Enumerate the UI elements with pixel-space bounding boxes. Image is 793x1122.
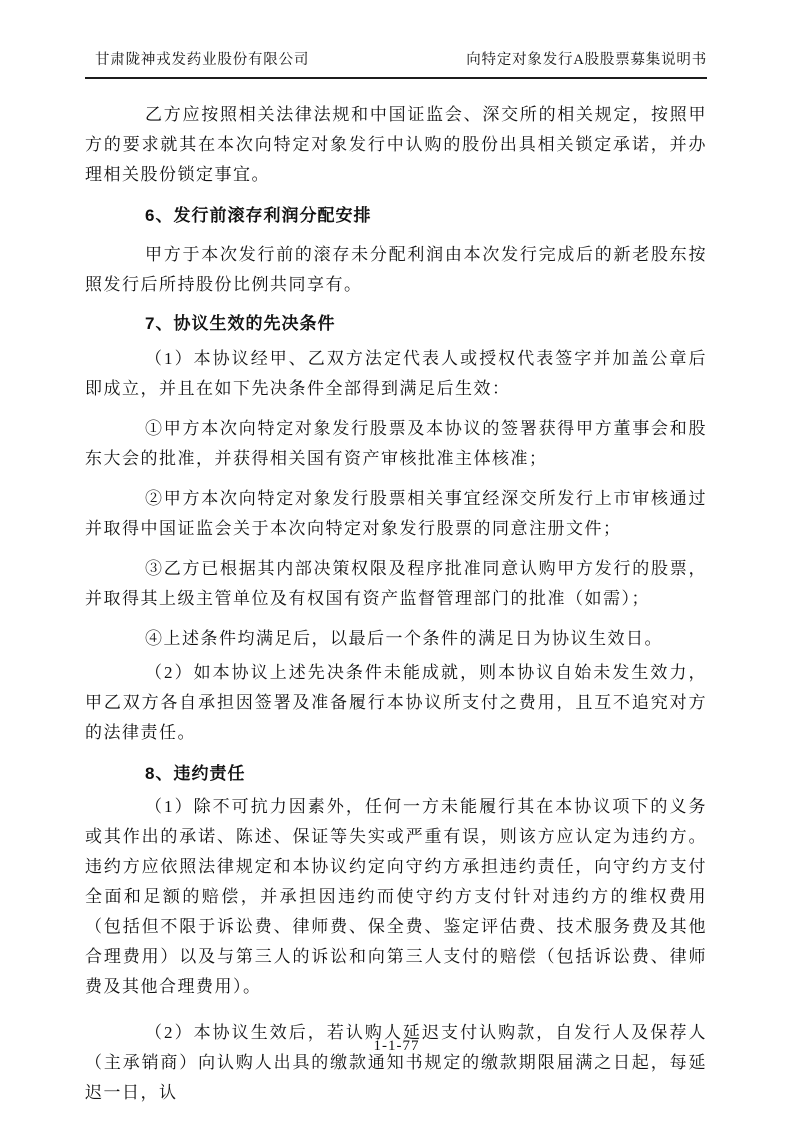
page-footer bbox=[0, 1038, 793, 1055]
document-body bbox=[85, 96, 707, 1108]
header-rule bbox=[85, 77, 707, 79]
paragraph-7-1-item-4: ④上述条件均满足后，以最后一个条件的满足日为协议生效日。 bbox=[145, 629, 663, 648]
paragraph-lockup-commitment: 乙方应按照相关法律法规和中国证监会、深交所的相关规定，按照甲方的要求就其在本次向特定对象发行中认购的股份出具相关锁定承诺，并办理相关股份锁定事宜。 bbox=[85, 105, 707, 184]
paragraph-7-1-item-1: ①甲方本次向特定对象发行股票及本协议的签署获得甲方董事会和股东大会的批准，并获得相关国有资产审核批准主体核准； bbox=[85, 419, 707, 468]
paragraph-7-1: （1）本协议经甲、乙双方法定代表人或授权代表签字并加盖公章后即成立，并且在如下先决条件全部得到满足后生效： bbox=[85, 349, 707, 398]
paragraph-7-1-item-2: ②甲方本次向特定对象发行股票相关事宜经深交所发行上市审核通过并取得中国证监会关于本次向特定对象发行股票的同意注册文件； bbox=[85, 489, 707, 538]
page-header bbox=[85, 48, 707, 69]
header-doc-title: 向特定对象发行A股股票募集说明书 bbox=[466, 52, 707, 68]
section-heading-8: 8、违约责任 bbox=[145, 764, 246, 783]
header-company-name: 甘肃陇神戎发药业股份有限公司 bbox=[95, 52, 310, 68]
section-heading-6: 6、发行前滚存利润分配安排 bbox=[145, 206, 372, 225]
paragraph-8-2: （2）本协议生效后，若认购人延迟支付认购款，自发行人及保荐人（主承销商）向认购人出具的缴款通知书规定的缴款期限届满之日起，每延迟一日，认 bbox=[85, 1023, 707, 1102]
section-heading-7: 7、协议生效的先决条件 bbox=[145, 314, 336, 333]
page-number: 1-1-77 bbox=[373, 1038, 420, 1054]
paragraph-retained-profit: 甲方于本次发行前的滚存未分配利润由本次发行完成后的新老股东按照发行后所持股份比例共同享有。 bbox=[85, 245, 707, 294]
paragraph-7-2: （2）如本协议上述先决条件未能成就，则本协议自始未发生效力，甲乙双方各自承担因签署及准备履行本协议所支付之费用，且互不追究对方的法律责任。 bbox=[85, 663, 707, 742]
paragraph-8-1: （1）除不可抗力因素外，任何一方未能履行其在本协议项下的义务或其作出的承诺、陈述、保证等失实或严重有误，则该方应认定为违约方。违约方应依照法律规定和本协议约定向守约方承担违约责任，向守约方支付全面和足额的赔偿，并承担因违约而使守约方支付针对违约方的维权费用（包括但不限于诉讼费、律师费、保全费、鉴定评估费、技术服务费及其他合理费用）以及与第三人的诉讼和向第三人支付的赔偿（包括诉讼费、律师费及其他合理费用）。 bbox=[85, 797, 707, 996]
paragraph-7-1-item-3: ③乙方已根据其内部决策权限及程序批准同意认购甲方发行的股票，并取得其上级主管单位及有权国有资产监督管理部门的批准（如需）； bbox=[85, 559, 707, 608]
